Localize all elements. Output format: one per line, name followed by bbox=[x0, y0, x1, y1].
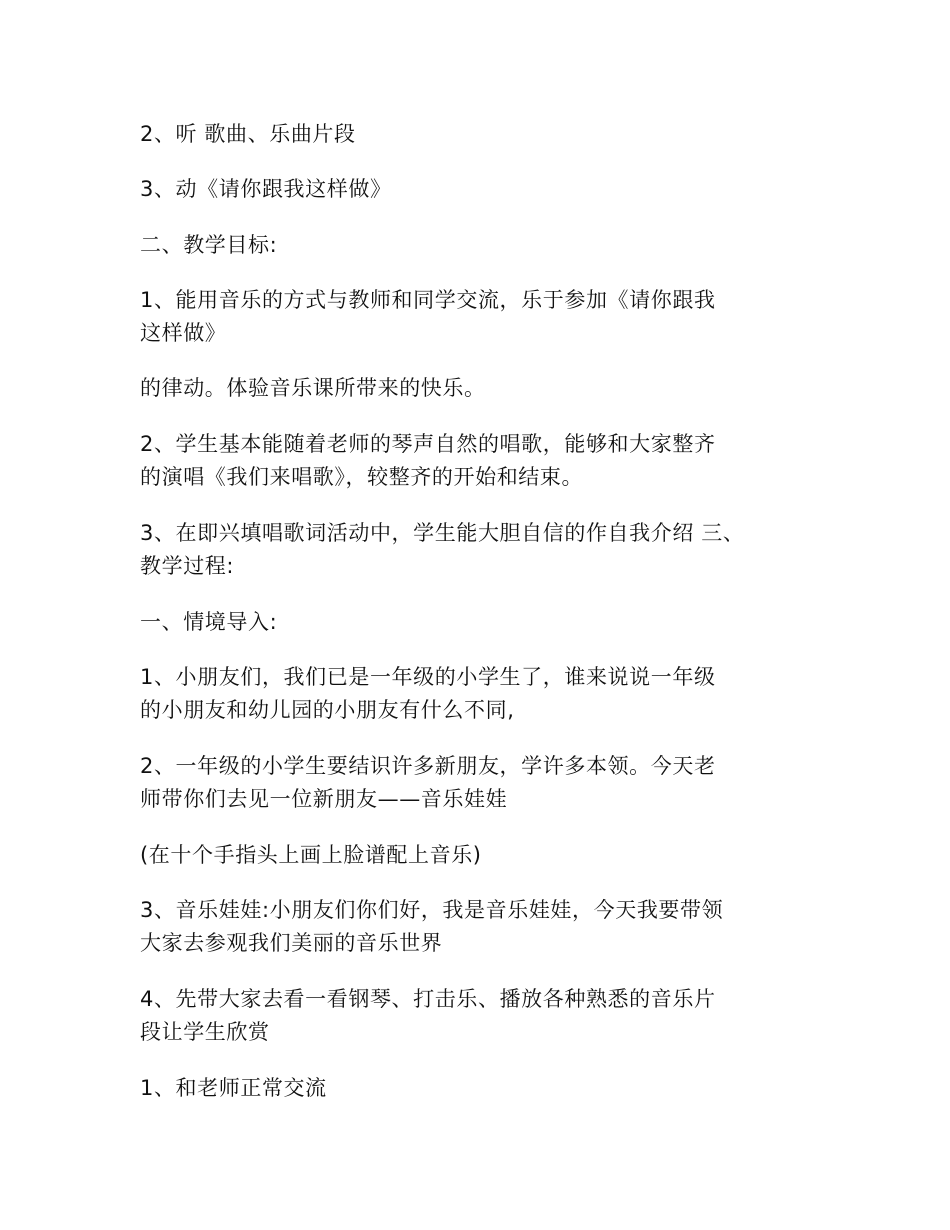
text-line: 2、听 歌曲、乐曲片段 bbox=[140, 122, 356, 146]
text-line: 2、一年级的小学生要结识许多新朋友，学许多本领。今天老 bbox=[140, 754, 716, 778]
text-line: 这样做》 bbox=[140, 321, 227, 345]
text-line: 1、和老师正常交流 bbox=[140, 1076, 327, 1100]
text-line: 3、动《请你跟我这样做》 bbox=[140, 177, 392, 201]
text-line: 师带你们去见一位新朋友——音乐娃娃 bbox=[140, 787, 508, 811]
text-line: (在十个手指头上画上脸谱配上音乐) bbox=[140, 843, 482, 867]
section-heading: 二、教学目标: bbox=[140, 233, 278, 257]
text-line: 段让学生欣赏 bbox=[140, 1020, 270, 1044]
section-heading: 一、情境导入: bbox=[140, 610, 278, 634]
text-line: 2、学生基本能随着老师的琴声自然的唱歌，能够和大家整齐 bbox=[140, 432, 716, 456]
text-line: 的律动。体验音乐课所带来的快乐。 bbox=[140, 376, 486, 400]
text-line: 1、小朋友们，我们已是一年级的小学生了，谁来说说一年级 bbox=[140, 665, 716, 689]
text-line: 4、先带大家去看一看钢琴、打击乐、播放各种熟悉的音乐片 bbox=[140, 987, 716, 1011]
text-line: 3、音乐娃娃:小朋友们你们好，我是音乐娃娃，今天我要带领 bbox=[140, 898, 724, 922]
text-line: 3、在即兴填唱歌词活动中，学生能大胆自信的作自我介绍 三、 bbox=[140, 521, 745, 545]
text-line: 教学过程: bbox=[140, 554, 235, 578]
text-line: 的演唱《我们来唱歌》，较整齐的开始和结束。 bbox=[140, 465, 584, 489]
text-line: 1、能用音乐的方式与教师和同学交流，乐于参加《请你跟我 bbox=[140, 288, 716, 312]
text-line: 大家去参观我们美丽的音乐世界 bbox=[140, 931, 443, 955]
text-line: 的小朋友和幼儿园的小朋友有什么不同, bbox=[140, 698, 515, 722]
